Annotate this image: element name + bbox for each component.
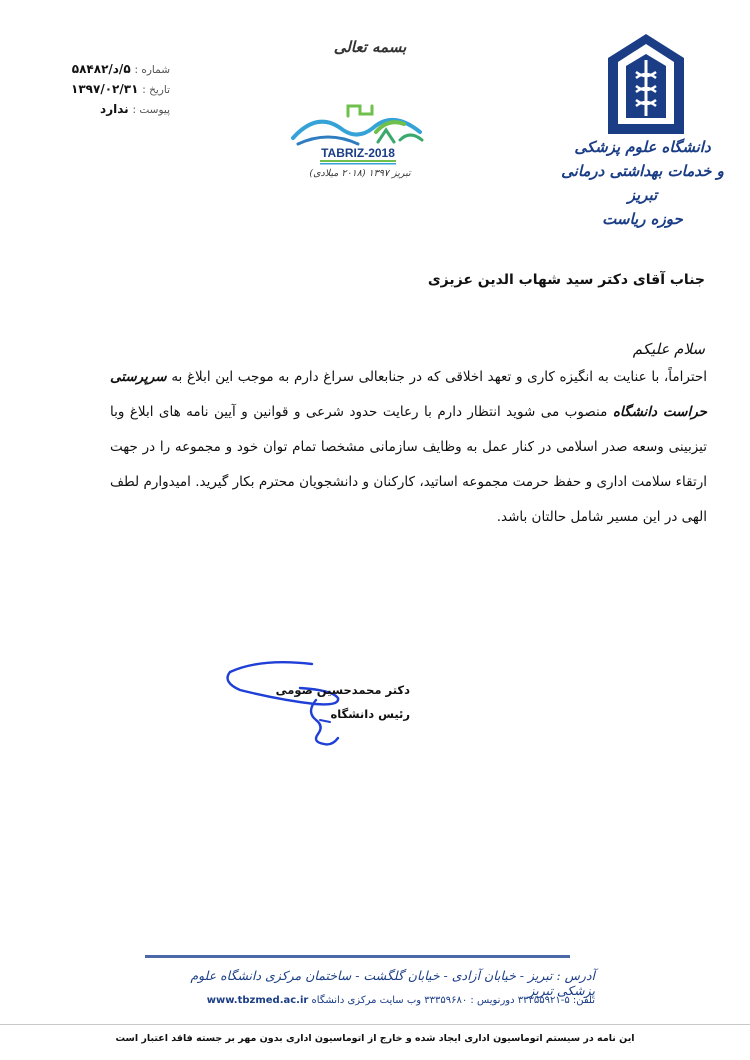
signatory-name: دکتر محمدحسین صومی <box>275 683 410 697</box>
letter-number-value: ۵/د/۵۸۴۸۲ <box>71 62 131 76</box>
footer-address: آدرس : تبریز - خیابان آزادی - خیابان گلگشت - ساختمان مرکزی دانشگاه علوم پزشکی تبریز <box>190 968 595 998</box>
university-emblem-icon <box>600 30 692 150</box>
footer-website-link[interactable]: www.tbzmed.ac.ir <box>206 995 309 1006</box>
footer-contact <box>150 995 595 1006</box>
letter-paragraph <box>110 360 707 535</box>
letter-number-row <box>60 60 170 80</box>
letter-meta <box>60 60 170 120</box>
university-name-line1: دانشگاه علوم پزشکی <box>574 138 711 156</box>
letter-attachment-label: پیوست : <box>132 104 170 116</box>
basmala-heading: بسمه تعالی <box>333 38 407 56</box>
footer-divider <box>145 955 570 958</box>
signatory-title: رئیس دانشگاه <box>330 707 410 721</box>
university-name-line2: و خدمات بهداشتی درمانی تبریز <box>561 162 724 204</box>
greeting: سلام علیکم <box>632 340 705 358</box>
tabriz-2018-wordmark: TABRIZ-2018 <box>321 146 395 160</box>
tabriz-2018-caption: تبریز ۱۳۹۷ (۲۰۱۸ میلادی) <box>309 168 411 179</box>
footer-validity-note: این نامه در سیستم اتوماسیون اداری ایجاد شده و خارج از اتوماسیون اداری بدون مهر بر جسته فاقد اعتبار است <box>115 1033 635 1044</box>
letter-body-emphasis: سرپرستی حراست دانشگاه <box>110 369 707 420</box>
letter-body-part1: احتراماً، با عنایت به انگیزه کاری و تعهد اخلاقی که در جنابعالی سراغ دارم به موجب این ابلاغ به <box>171 369 707 385</box>
letter-body-part2: منصوب می شوید انتظار دارم با رعایت حدود شرعی و قوانین و آیین نامه های ابلاغ وبا تیزبینی وسعه صدر اسلامی در کنار عمل به وظایف سازمانی مشخصا تمام توان خود و مجموعه را در جهت ارتقاء سلامت اداری و حفظ حرمت مجموعه اساتید، کارکنان و دانشجویان محترم بکار گیرید. امیدوارم لطف الهی در این مسیر شامل حالتان باشد. <box>110 404 707 525</box>
letter-date-row <box>60 80 170 100</box>
letter-attachment-row <box>60 100 170 120</box>
university-name-line3: حوزه ریاست <box>602 210 683 228</box>
university-name <box>560 135 725 231</box>
letter-date-value: ۱۳۹۷/۰۲/۳۱ <box>71 82 139 96</box>
letter-number-label: شماره : <box>134 64 170 76</box>
footer-phone: تلفن: ۵-۳۳۳۵۵۹۲۱ دورنویس : ۳۳۳۵۹۶۸۰ وب سایت مرکزی دانشگاه <box>311 995 595 1006</box>
letter-attachment-value: ندارد <box>100 102 129 116</box>
letter-body <box>110 360 707 535</box>
signatory <box>270 678 410 726</box>
addressee: جناب آقای دکتر سید شهاب الدین عزیزی <box>427 272 705 288</box>
letter-date-label: تاریخ : <box>142 84 170 96</box>
footer-separator <box>0 1024 750 1025</box>
